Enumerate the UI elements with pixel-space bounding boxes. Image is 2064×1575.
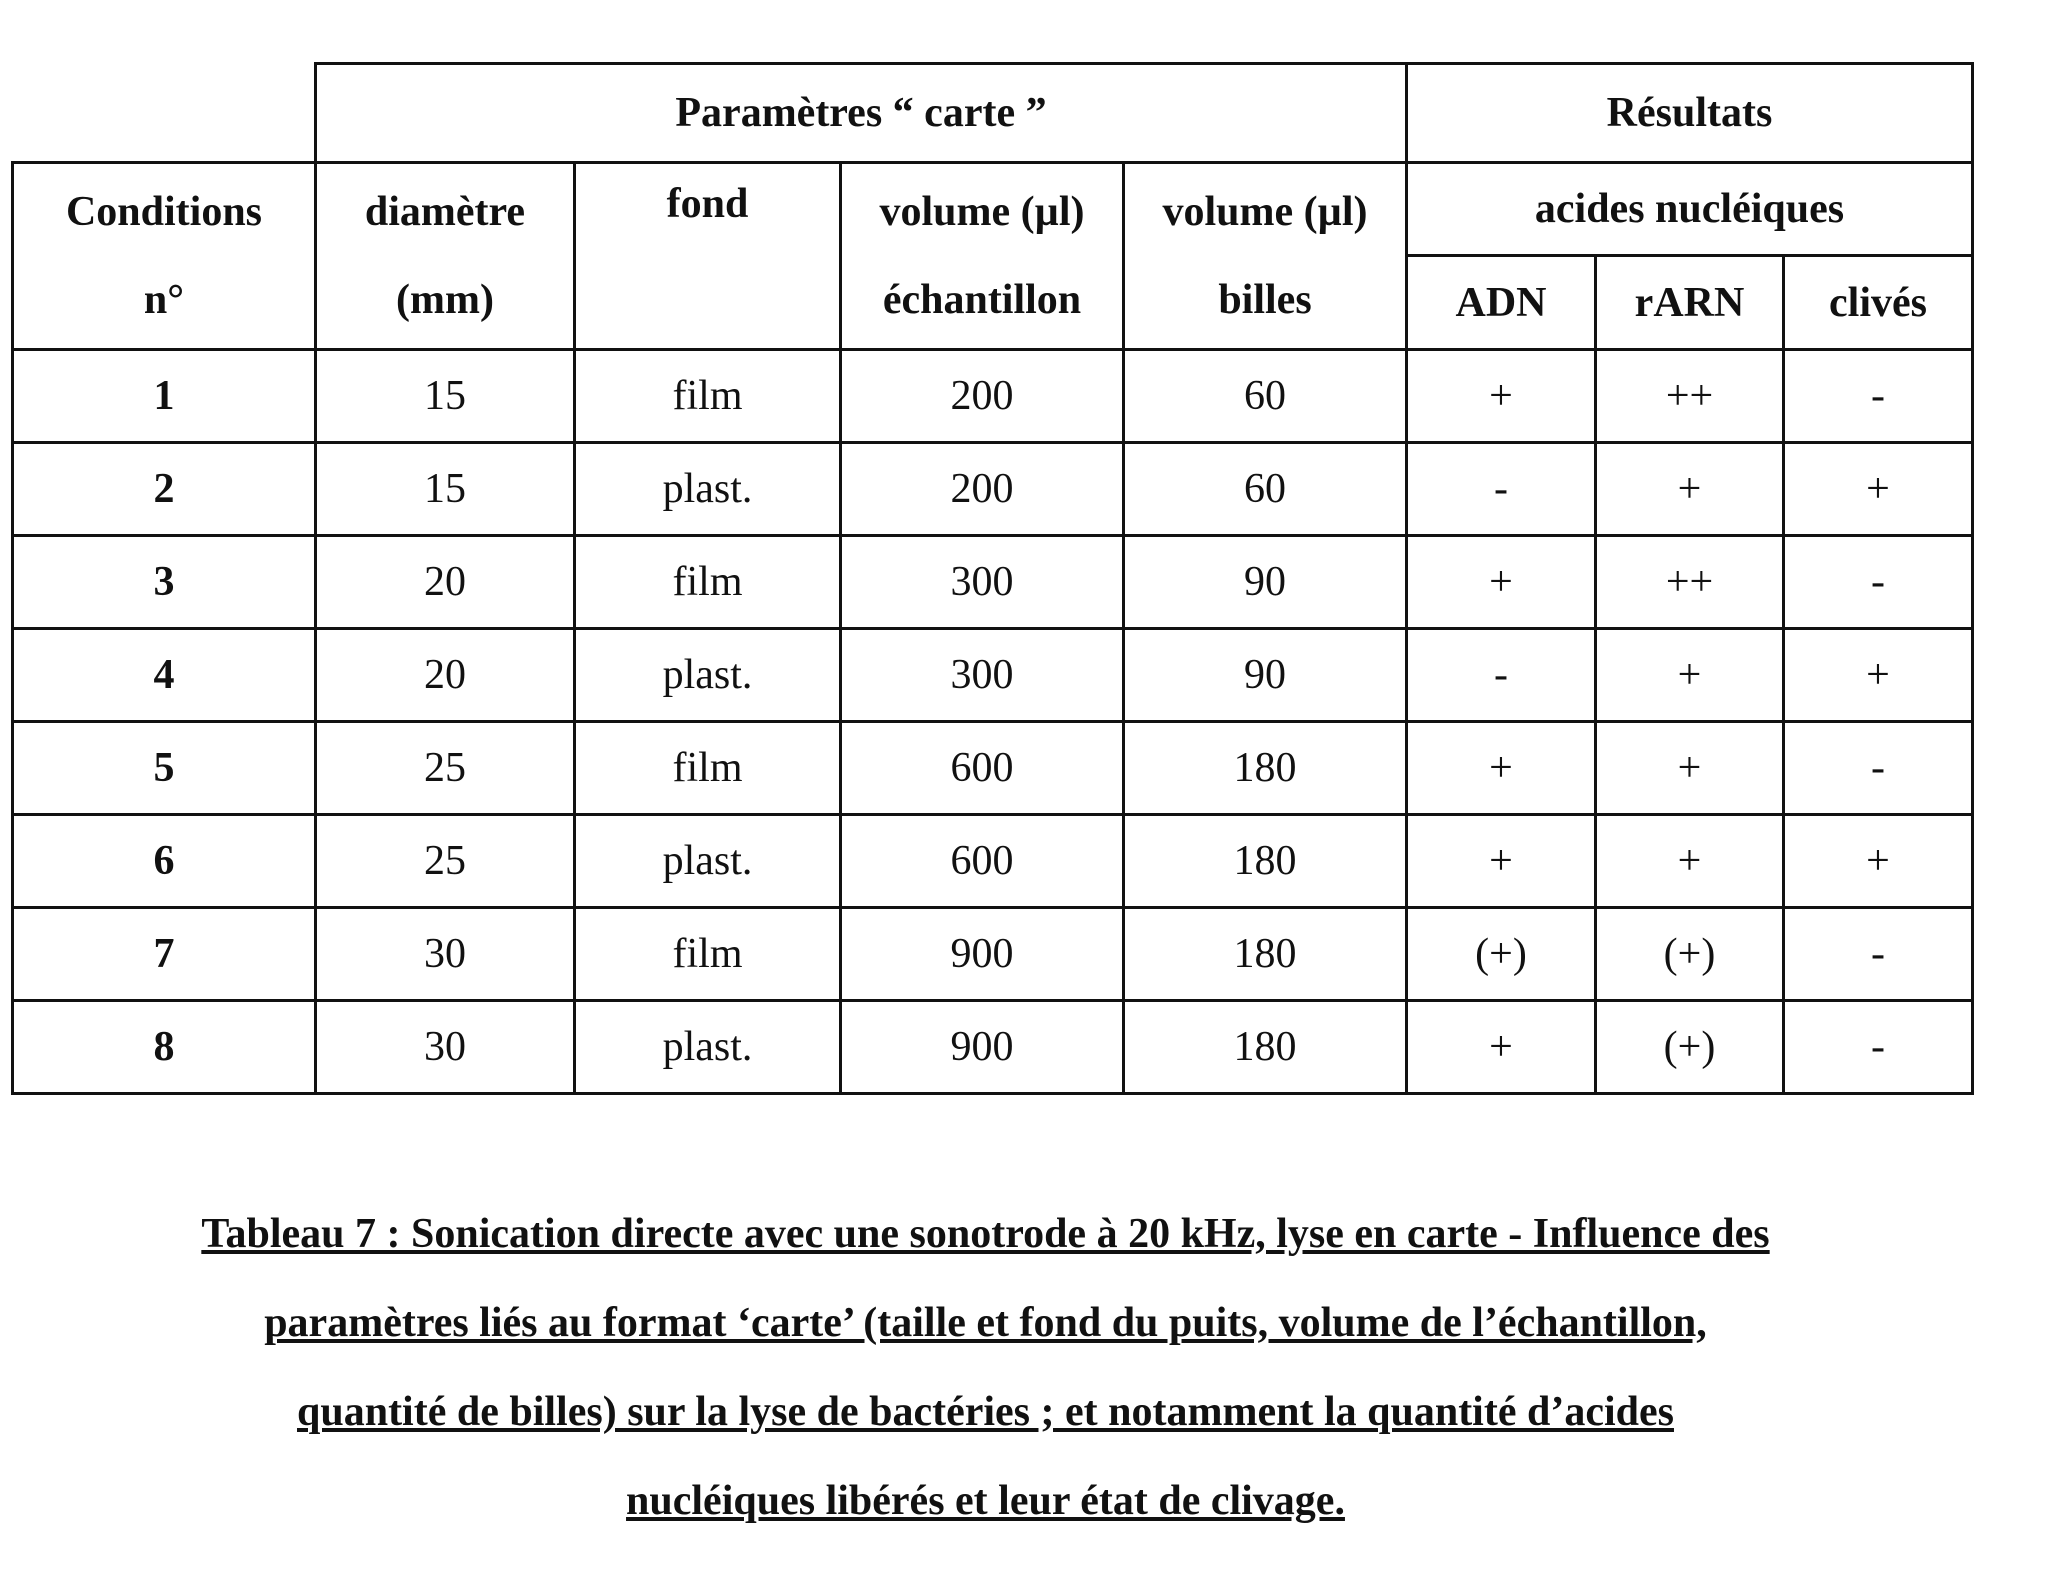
table-cell: - xyxy=(1784,722,1973,815)
table-cell: 180 xyxy=(1124,908,1407,1001)
caption-line: Tableau 7 : Sonication directe avec une sonotrode à 20 kHz, lyse en carte - Influence des xyxy=(0,1190,1971,1279)
header-line: volume (µl) xyxy=(842,188,1122,236)
header-line: volume (µl) xyxy=(1125,188,1405,236)
table-cell: 3 xyxy=(13,536,316,629)
table-row xyxy=(13,908,1973,1001)
table-cell: 60 xyxy=(1124,350,1407,443)
group-header-resultats: Résultats xyxy=(1407,64,1973,163)
table-cell: 5 xyxy=(13,722,316,815)
table-cell: 200 xyxy=(841,350,1124,443)
table-cell: + xyxy=(1407,1001,1596,1094)
table-cell: - xyxy=(1784,908,1973,1001)
table-row xyxy=(13,1001,1973,1094)
table-row xyxy=(13,350,1973,443)
header-clives: clivés xyxy=(1784,256,1973,350)
table-row xyxy=(13,443,1973,536)
table-cell: 30 xyxy=(316,1001,575,1094)
table-cell: (+) xyxy=(1596,1001,1784,1094)
table-cell: film xyxy=(575,908,841,1001)
table-cell: 900 xyxy=(841,1001,1124,1094)
table-cell: 600 xyxy=(841,722,1124,815)
header-volume-billes xyxy=(1124,163,1407,350)
table-cell: 25 xyxy=(316,815,575,908)
table-cell: 180 xyxy=(1124,815,1407,908)
table-cell: 1 xyxy=(13,350,316,443)
table-cell: plast. xyxy=(575,815,841,908)
header-acides-nucleiques: acides nucléiques xyxy=(1407,163,1973,256)
table-caption xyxy=(0,1190,1971,1546)
table-cell: film xyxy=(575,536,841,629)
header-line: Conditions xyxy=(14,188,314,236)
table-cell: 6 xyxy=(13,815,316,908)
table-cell: 180 xyxy=(1124,1001,1407,1094)
caption-line: nucléiques libérés et leur état de clivage. xyxy=(0,1457,1971,1546)
table-cell: 90 xyxy=(1124,629,1407,722)
table-cell: 20 xyxy=(316,536,575,629)
header-adn: ADN xyxy=(1407,256,1596,350)
table-cell: + xyxy=(1784,629,1973,722)
table-cell: 300 xyxy=(841,629,1124,722)
header-line: billes xyxy=(1125,276,1405,324)
table-cell: 30 xyxy=(316,908,575,1001)
header-line: échantillon xyxy=(842,276,1122,324)
table-cell: 2 xyxy=(13,443,316,536)
header-line: n° xyxy=(14,276,314,324)
table-row xyxy=(13,722,1973,815)
table-cell: plast. xyxy=(575,629,841,722)
table-cell: film xyxy=(575,350,841,443)
table-cell: 60 xyxy=(1124,443,1407,536)
results-table xyxy=(11,62,1974,1095)
header-diametre xyxy=(316,163,575,350)
table-cell: 8 xyxy=(13,1001,316,1094)
table-cell: + xyxy=(1407,815,1596,908)
table-cell: + xyxy=(1407,350,1596,443)
header-volume-echantillon xyxy=(841,163,1124,350)
table-row xyxy=(13,629,1973,722)
table-cell: film xyxy=(575,722,841,815)
table-cell: ++ xyxy=(1596,350,1784,443)
table-cell: 15 xyxy=(316,350,575,443)
table-cell: + xyxy=(1407,536,1596,629)
table-row xyxy=(13,536,1973,629)
table-cell: + xyxy=(1596,629,1784,722)
table-cell: - xyxy=(1784,536,1973,629)
header-rarn: rARN xyxy=(1596,256,1784,350)
table-cell: 600 xyxy=(841,815,1124,908)
table-cell: plast. xyxy=(575,443,841,536)
table-cell: + xyxy=(1596,443,1784,536)
table-cell: - xyxy=(1407,629,1596,722)
table-cell: plast. xyxy=(575,1001,841,1094)
table-cell: + xyxy=(1596,815,1784,908)
table-cell: + xyxy=(1407,722,1596,815)
table-cell: 200 xyxy=(841,443,1124,536)
table-cell: + xyxy=(1784,815,1973,908)
table-cell: 25 xyxy=(316,722,575,815)
empty-corner xyxy=(13,64,316,163)
table-cell: ++ xyxy=(1596,536,1784,629)
table-cell: 900 xyxy=(841,908,1124,1001)
table-cell: - xyxy=(1784,350,1973,443)
table-cell: 180 xyxy=(1124,722,1407,815)
header-conditions xyxy=(13,163,316,350)
header-fond: fond xyxy=(575,163,841,350)
caption-line: paramètres liés au format ‘carte’ (taille et fond du puits, volume de l’échantillon, xyxy=(0,1279,1971,1368)
table-cell: + xyxy=(1596,722,1784,815)
table-cell: - xyxy=(1407,443,1596,536)
caption-line: quantité de billes) sur la lyse de bactéries ; et notamment la quantité d’acides xyxy=(0,1368,1971,1457)
table-cell: (+) xyxy=(1407,908,1596,1001)
table-cell: + xyxy=(1784,443,1973,536)
table-cell: 90 xyxy=(1124,536,1407,629)
header-line: diamètre xyxy=(317,188,573,236)
table-cell: (+) xyxy=(1596,908,1784,1001)
table-cell: - xyxy=(1784,1001,1973,1094)
table-cell: 4 xyxy=(13,629,316,722)
header-line: (mm) xyxy=(317,276,573,324)
table-cell: 15 xyxy=(316,443,575,536)
table-cell: 7 xyxy=(13,908,316,1001)
table-cell: 300 xyxy=(841,536,1124,629)
table-row xyxy=(13,815,1973,908)
table-cell: 20 xyxy=(316,629,575,722)
group-header-parametres: Paramètres “ carte ” xyxy=(316,64,1407,163)
